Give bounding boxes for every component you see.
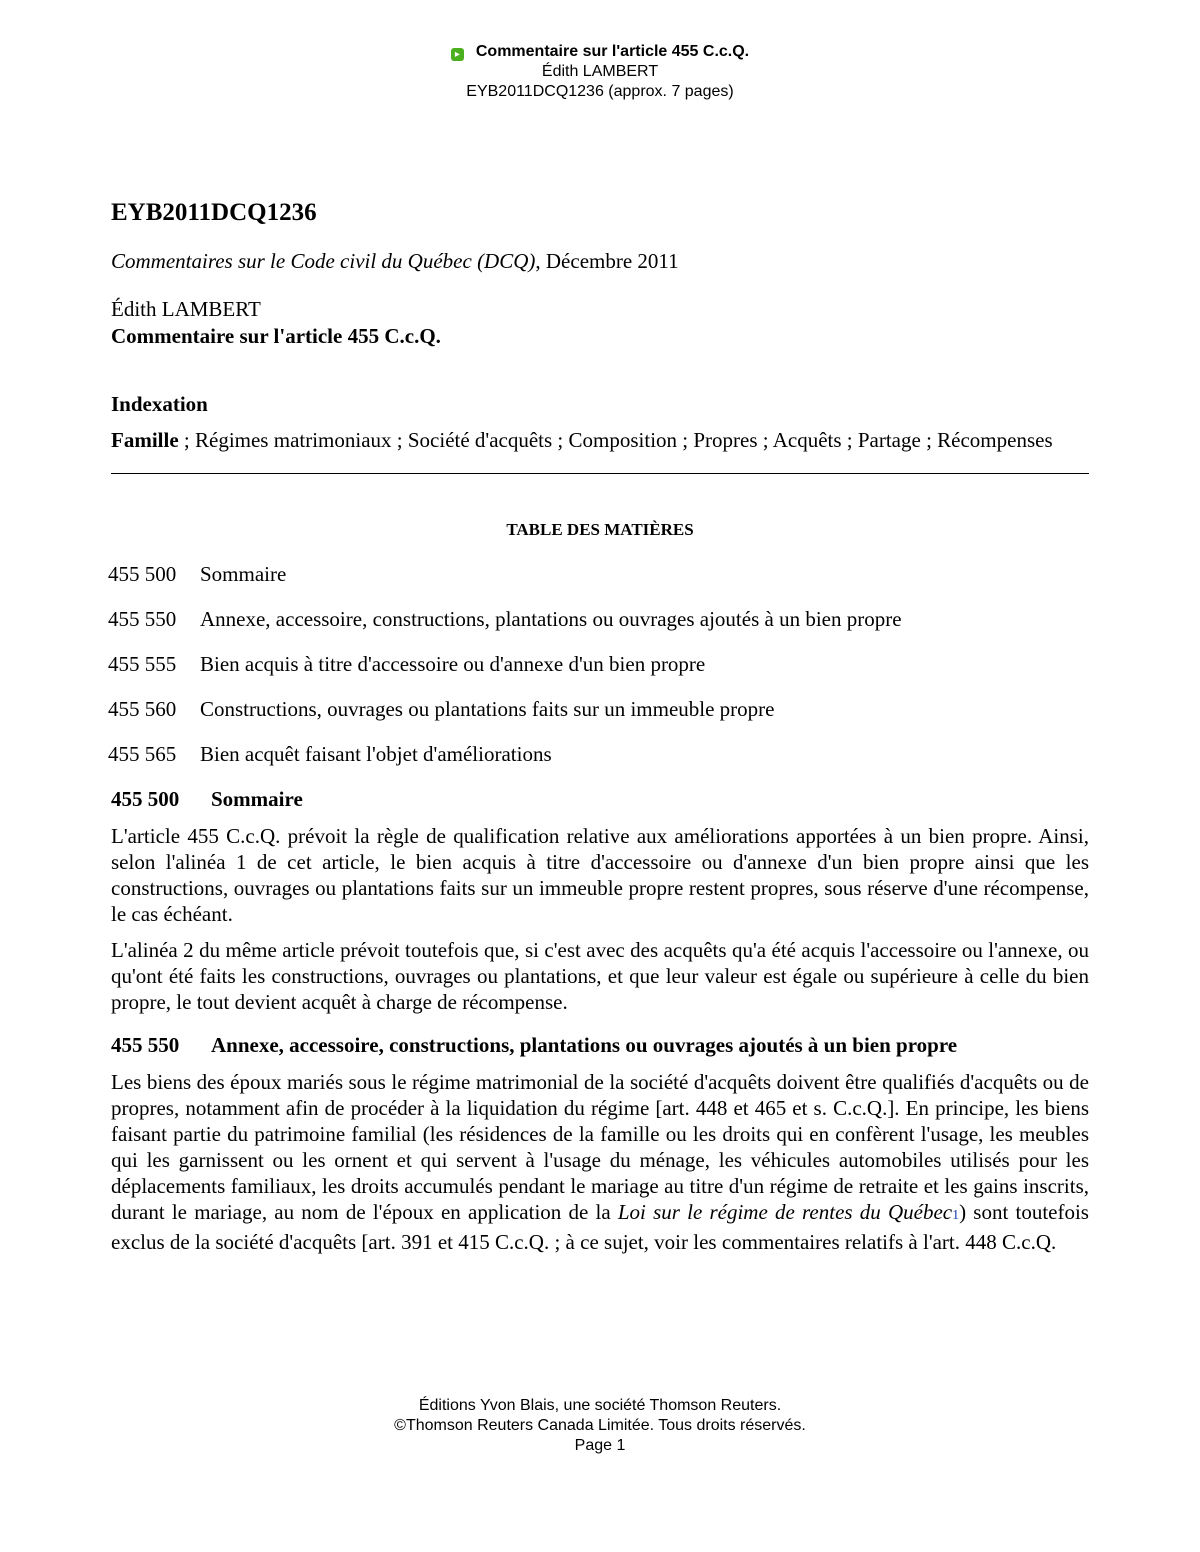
toc-item-label: Constructions, ouvrages ou plantations faits sur un immeuble propre	[200, 697, 775, 721]
header-title: Commentaire sur l'article 455 C.c.Q.	[475, 43, 750, 60]
paragraph-text: ) sont toutefois exclus de la société d'acquêts [art. 391 et 415 C.c.Q. ; à ce sujet, voir les commentaires relatifs à l'art. 448 C.c.Q.	[111, 1200, 1089, 1254]
toc-item-label: Annexe, accessoire, constructions, plantations ou ouvrages ajoutés à un bien propre	[200, 607, 902, 631]
document-author: Édith LAMBERT	[111, 297, 261, 321]
toc-item-number: 455 550	[108, 607, 177, 631]
section-number: 455 500	[111, 787, 180, 811]
header-author: Édith LAMBERT	[541, 63, 659, 80]
toc-item-label: Bien acquêt faisant l'objet d'améliorations	[200, 742, 552, 766]
table-of-contents	[108, 560, 1089, 768]
toc-item-label: Bien acquis à titre d'accessoire ou d'annexe d'un bien propre	[200, 652, 706, 676]
toc-item-label: Sommaire	[200, 562, 287, 586]
paragraph	[111, 1069, 1089, 1255]
law-title: Loi sur le régime de rentes du Québec	[617, 1200, 953, 1224]
page-footer	[0, 1396, 1200, 1456]
header-reference: EYB2011DCQ1236 (approx. 7 pages)	[466, 83, 734, 100]
indexation-heading: Indexation	[111, 392, 208, 416]
paragraph: L'article 455 C.c.Q. prévoit la règle de qualification relative aux améliorations apportées à un bien propre. Ainsi, selon l'alinéa 1 de cet article, le bien acquis à titre d'accessoire ou d'annexe d'un bien propre ainsi que les constructions, ouvrages ou plantations faits sur un immeuble propre restent propres, sous réserve d'une récompense, le cas échéant.	[111, 824, 1089, 926]
section-heading-455500	[111, 785, 1089, 813]
paragraph-text: Les biens des époux mariés sous le régime matrimonial de la société d'acquêts doivent être qualifiés d'acquêts ou de propres, notamment afin de procéder à la liquidation du régime [art. 448 et 465 et s. C.c.Q.]. En principe, les biens faisant partie du patrimoine familial (les résidences de la famille ou les droits qui en confèrent l'usage, les meubles qui les garnissent ou les ornent et qui servent à l'usage du ménage, les véhicules automobiles utilisés pour les déplacements familiaux, les droits accumulés pendant le mariage au titre d'un régime de retraite et les gains inscrits, durant le mariage, au nom de l'époux en application de la	[111, 1070, 1089, 1224]
header-title-line	[0, 42, 1200, 62]
footnote-link[interactable]: 1	[952, 1208, 960, 1223]
paragraph: L'alinéa 2 du même article prévoit toutefois que, si c'est avec des acquêts qu'a été acquis l'accessoire ou l'annexe, ou qu'ont été faits les constructions, ouvrages ou plantations, et que leur valeur est égale ou supérieure à celle du bien propre, le tout devient acquêt à charge de récompense.	[111, 938, 1089, 1014]
toc-item-number: 455 560	[108, 697, 177, 721]
document-title: Commentaire sur l'article 455 C.c.Q.	[111, 324, 441, 348]
toc-item[interactable]	[108, 650, 1089, 678]
page-header	[0, 42, 1200, 102]
section-title: Annexe, accessoire, constructions, plantations ou ouvrages ajoutés à un bien propre	[211, 1033, 958, 1057]
document-source	[111, 247, 1089, 275]
document-icon: ▸	[451, 48, 464, 61]
source-title: Commentaires sur le Code civil du Québec (DCQ)	[111, 249, 536, 273]
divider	[111, 473, 1089, 474]
toc-item-number: 455 555	[108, 652, 177, 676]
indexation-first-term: Famille	[111, 428, 179, 452]
section-number: 455 550	[111, 1033, 180, 1057]
document-id: EYB2011DCQ1236	[111, 199, 317, 226]
toc-item[interactable]	[108, 740, 1089, 768]
page-number: Page 1	[574, 1437, 626, 1454]
indexation-terms	[111, 428, 1089, 453]
indexation-other-terms: ; Régimes matrimoniaux ; Société d'acquêts ; Composition ; Propres ; Acquêts ; Partage ; Récompenses	[178, 428, 1053, 452]
section-title: Sommaire	[211, 787, 303, 811]
section-heading-455550	[111, 1031, 1089, 1059]
document-body	[108, 196, 1089, 1255]
footer-copyright: ©Thomson Reuters Canada Limitée. Tous droits réservés.	[394, 1417, 806, 1434]
toc-item[interactable]	[108, 560, 1089, 588]
toc-item-number: 455 565	[108, 742, 177, 766]
toc-item[interactable]	[108, 695, 1089, 723]
footer-publisher: Éditions Yvon Blais, une société Thomson Reuters.	[418, 1397, 782, 1414]
toc-item[interactable]	[108, 605, 1089, 633]
toc-heading: TABLE DES MATIÈRES	[506, 520, 694, 539]
toc-item-number: 455 500	[108, 562, 177, 586]
source-date: , Décembre 2011	[535, 249, 679, 273]
